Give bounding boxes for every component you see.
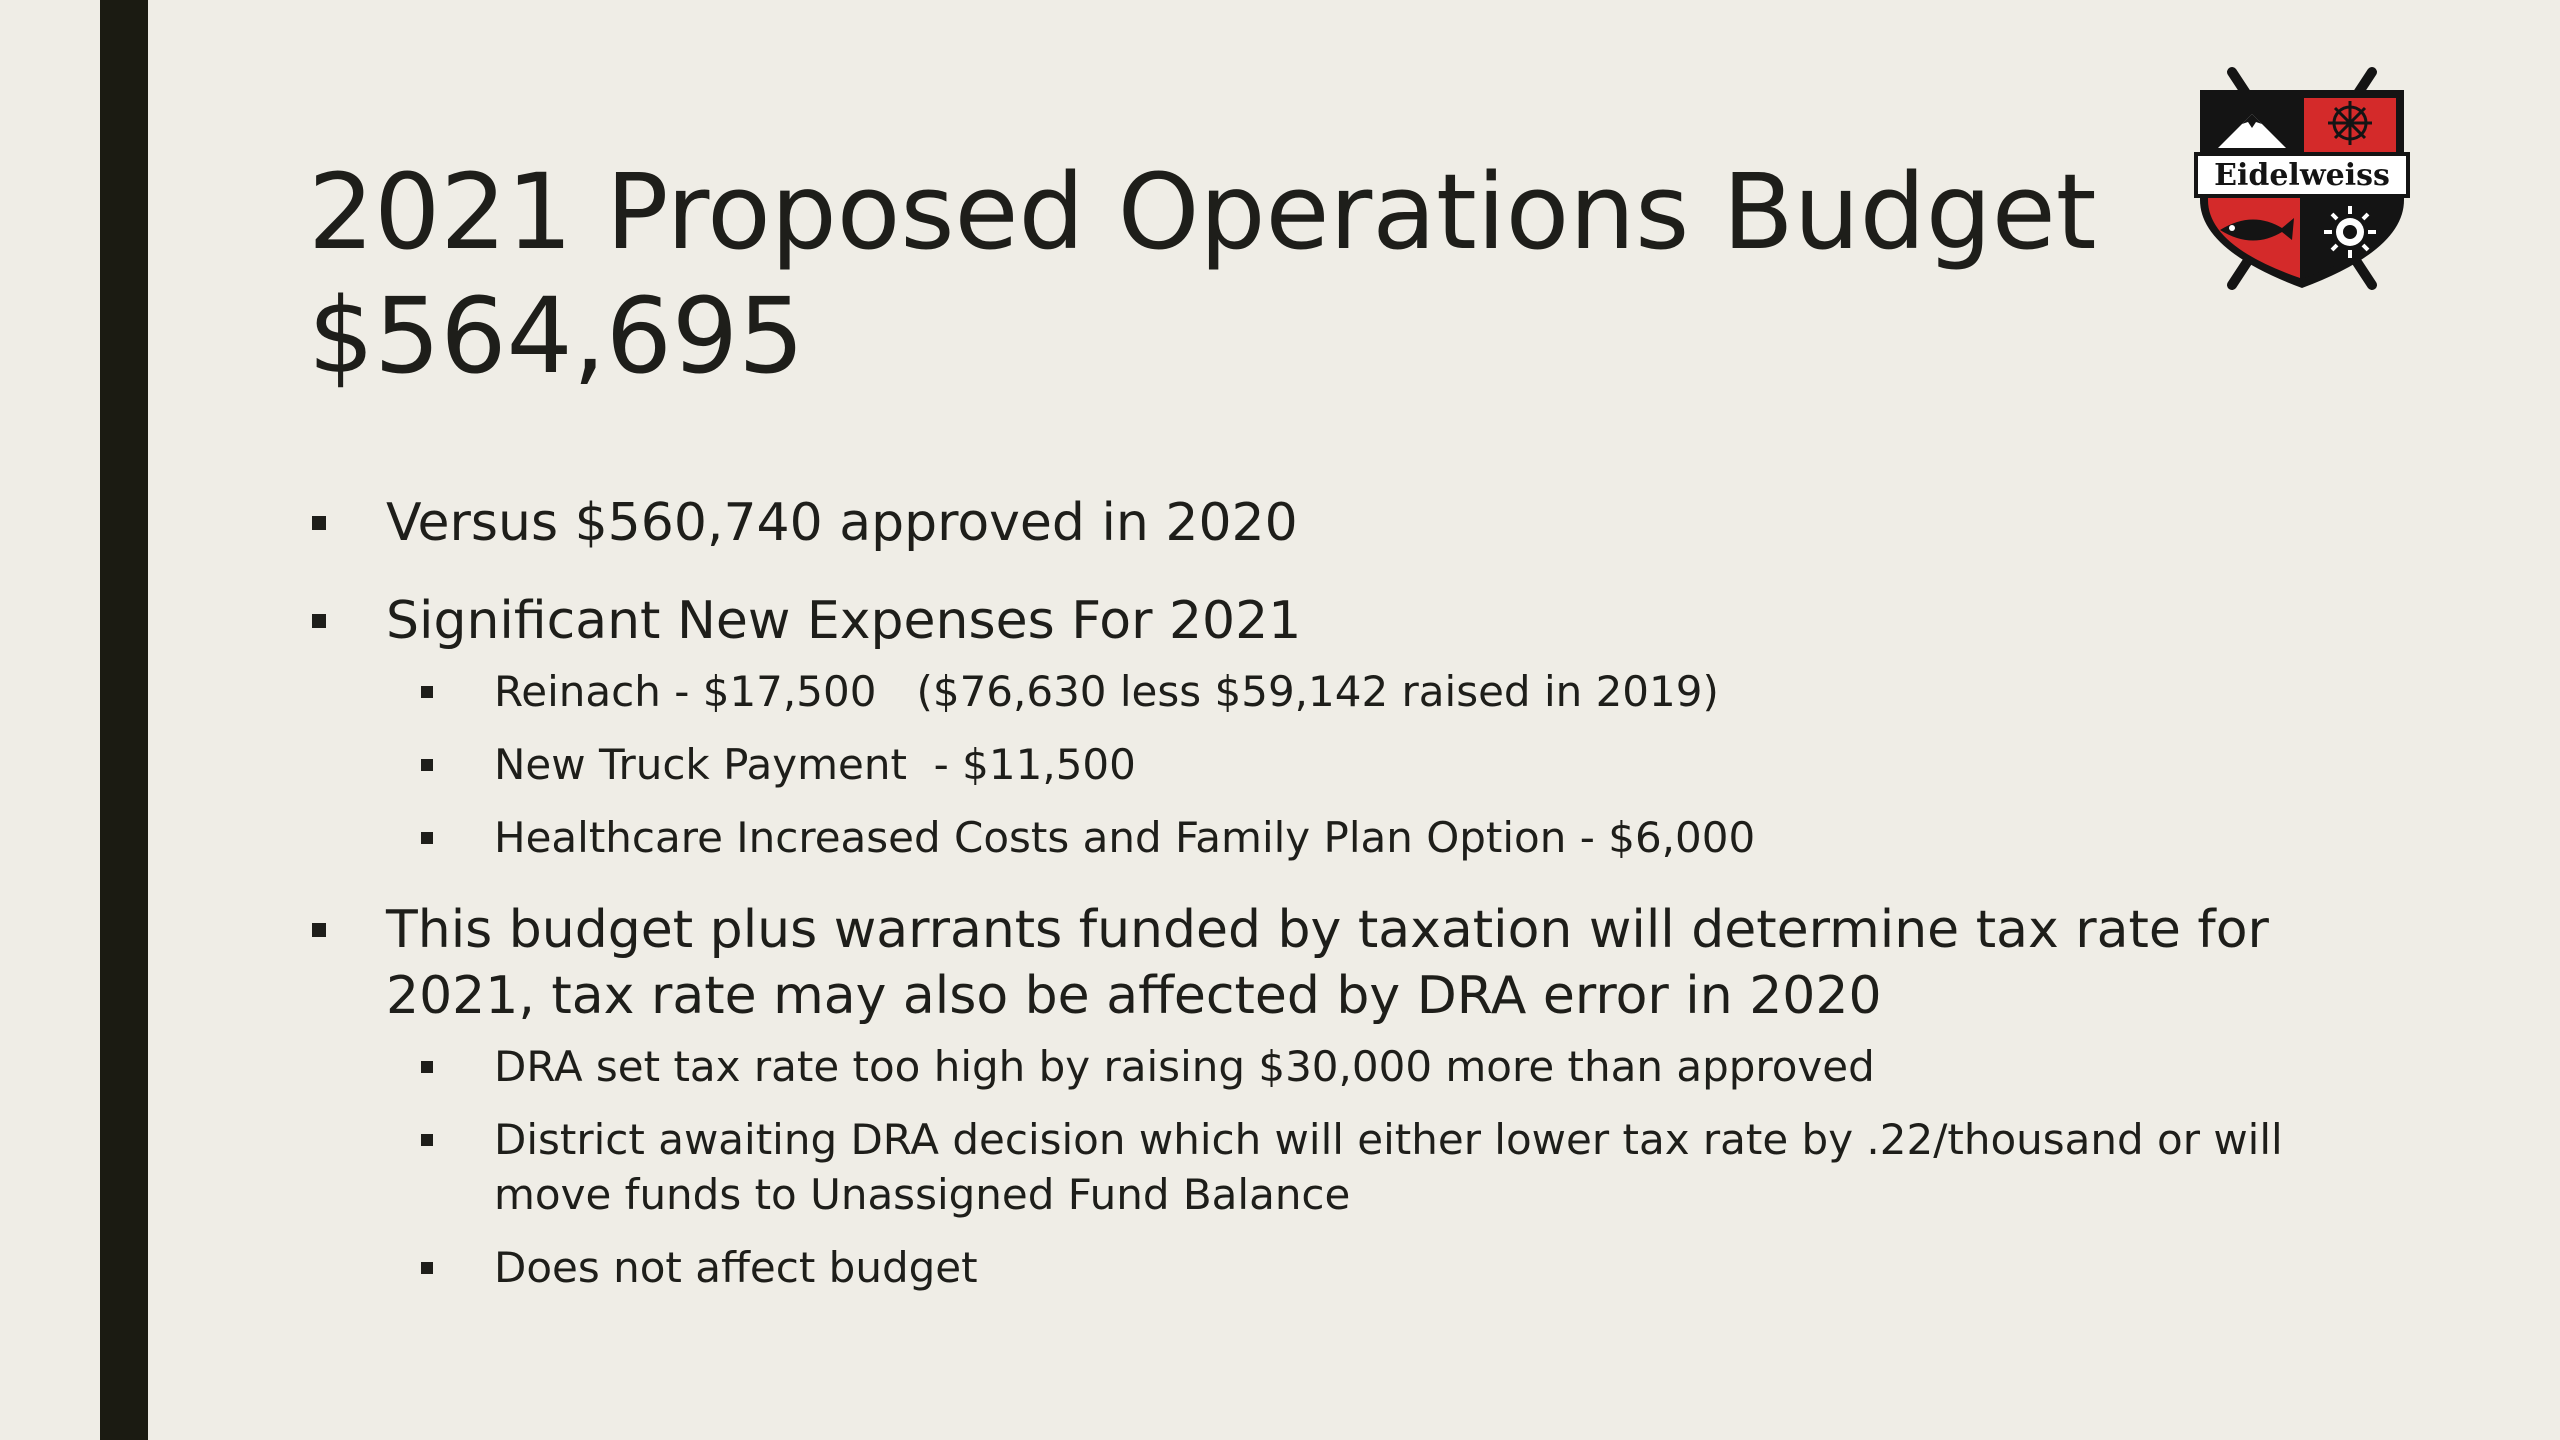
sub-bullet-list xyxy=(386,1039,2308,1295)
bullet-text: This budget plus warrants funded by taxation will determine tax rate for 2021, tax rate may also be affected by DRA error in 2020 xyxy=(386,900,2269,1026)
sub-bullet-item: DRA set tax rate too high by raising $30,000 more than approved xyxy=(419,1039,2308,1094)
eidelweiss-crest-logo xyxy=(2182,60,2422,300)
title-line-1: 2021 Proposed Operations Budget xyxy=(308,151,2097,273)
bullet-text: Significant New Expenses For 2021 xyxy=(386,591,1302,651)
title-line-2: $564,695 xyxy=(308,275,805,397)
sub-bullet-list xyxy=(386,664,2308,865)
bullet-item xyxy=(308,588,2308,865)
logo-text: Eidelweiss xyxy=(2214,158,2390,193)
bullet-item xyxy=(308,897,2308,1295)
sub-bullet-item: Healthcare Increased Costs and Family Plan Option - $6,000 xyxy=(419,810,2308,865)
slide-title xyxy=(308,150,2096,398)
sub-bullet-item: New Truck Payment - $11,500 xyxy=(419,737,2308,792)
bullet-item xyxy=(308,490,2308,556)
sub-bullet-item: Reinach - $17,500 ($76,630 less $59,142 raised in 2019) xyxy=(419,664,2308,719)
bullet-text: Versus $560,740 approved in 2020 xyxy=(386,493,1298,553)
sub-bullet-item: Does not affect budget xyxy=(419,1240,2308,1295)
sub-bullet-item: District awaiting DRA decision which will either lower tax rate by .22/thousand or will move funds to Unassigned Fund Balance xyxy=(419,1112,2308,1222)
accent-bar xyxy=(100,0,148,1440)
bullet-list xyxy=(308,490,2308,1327)
